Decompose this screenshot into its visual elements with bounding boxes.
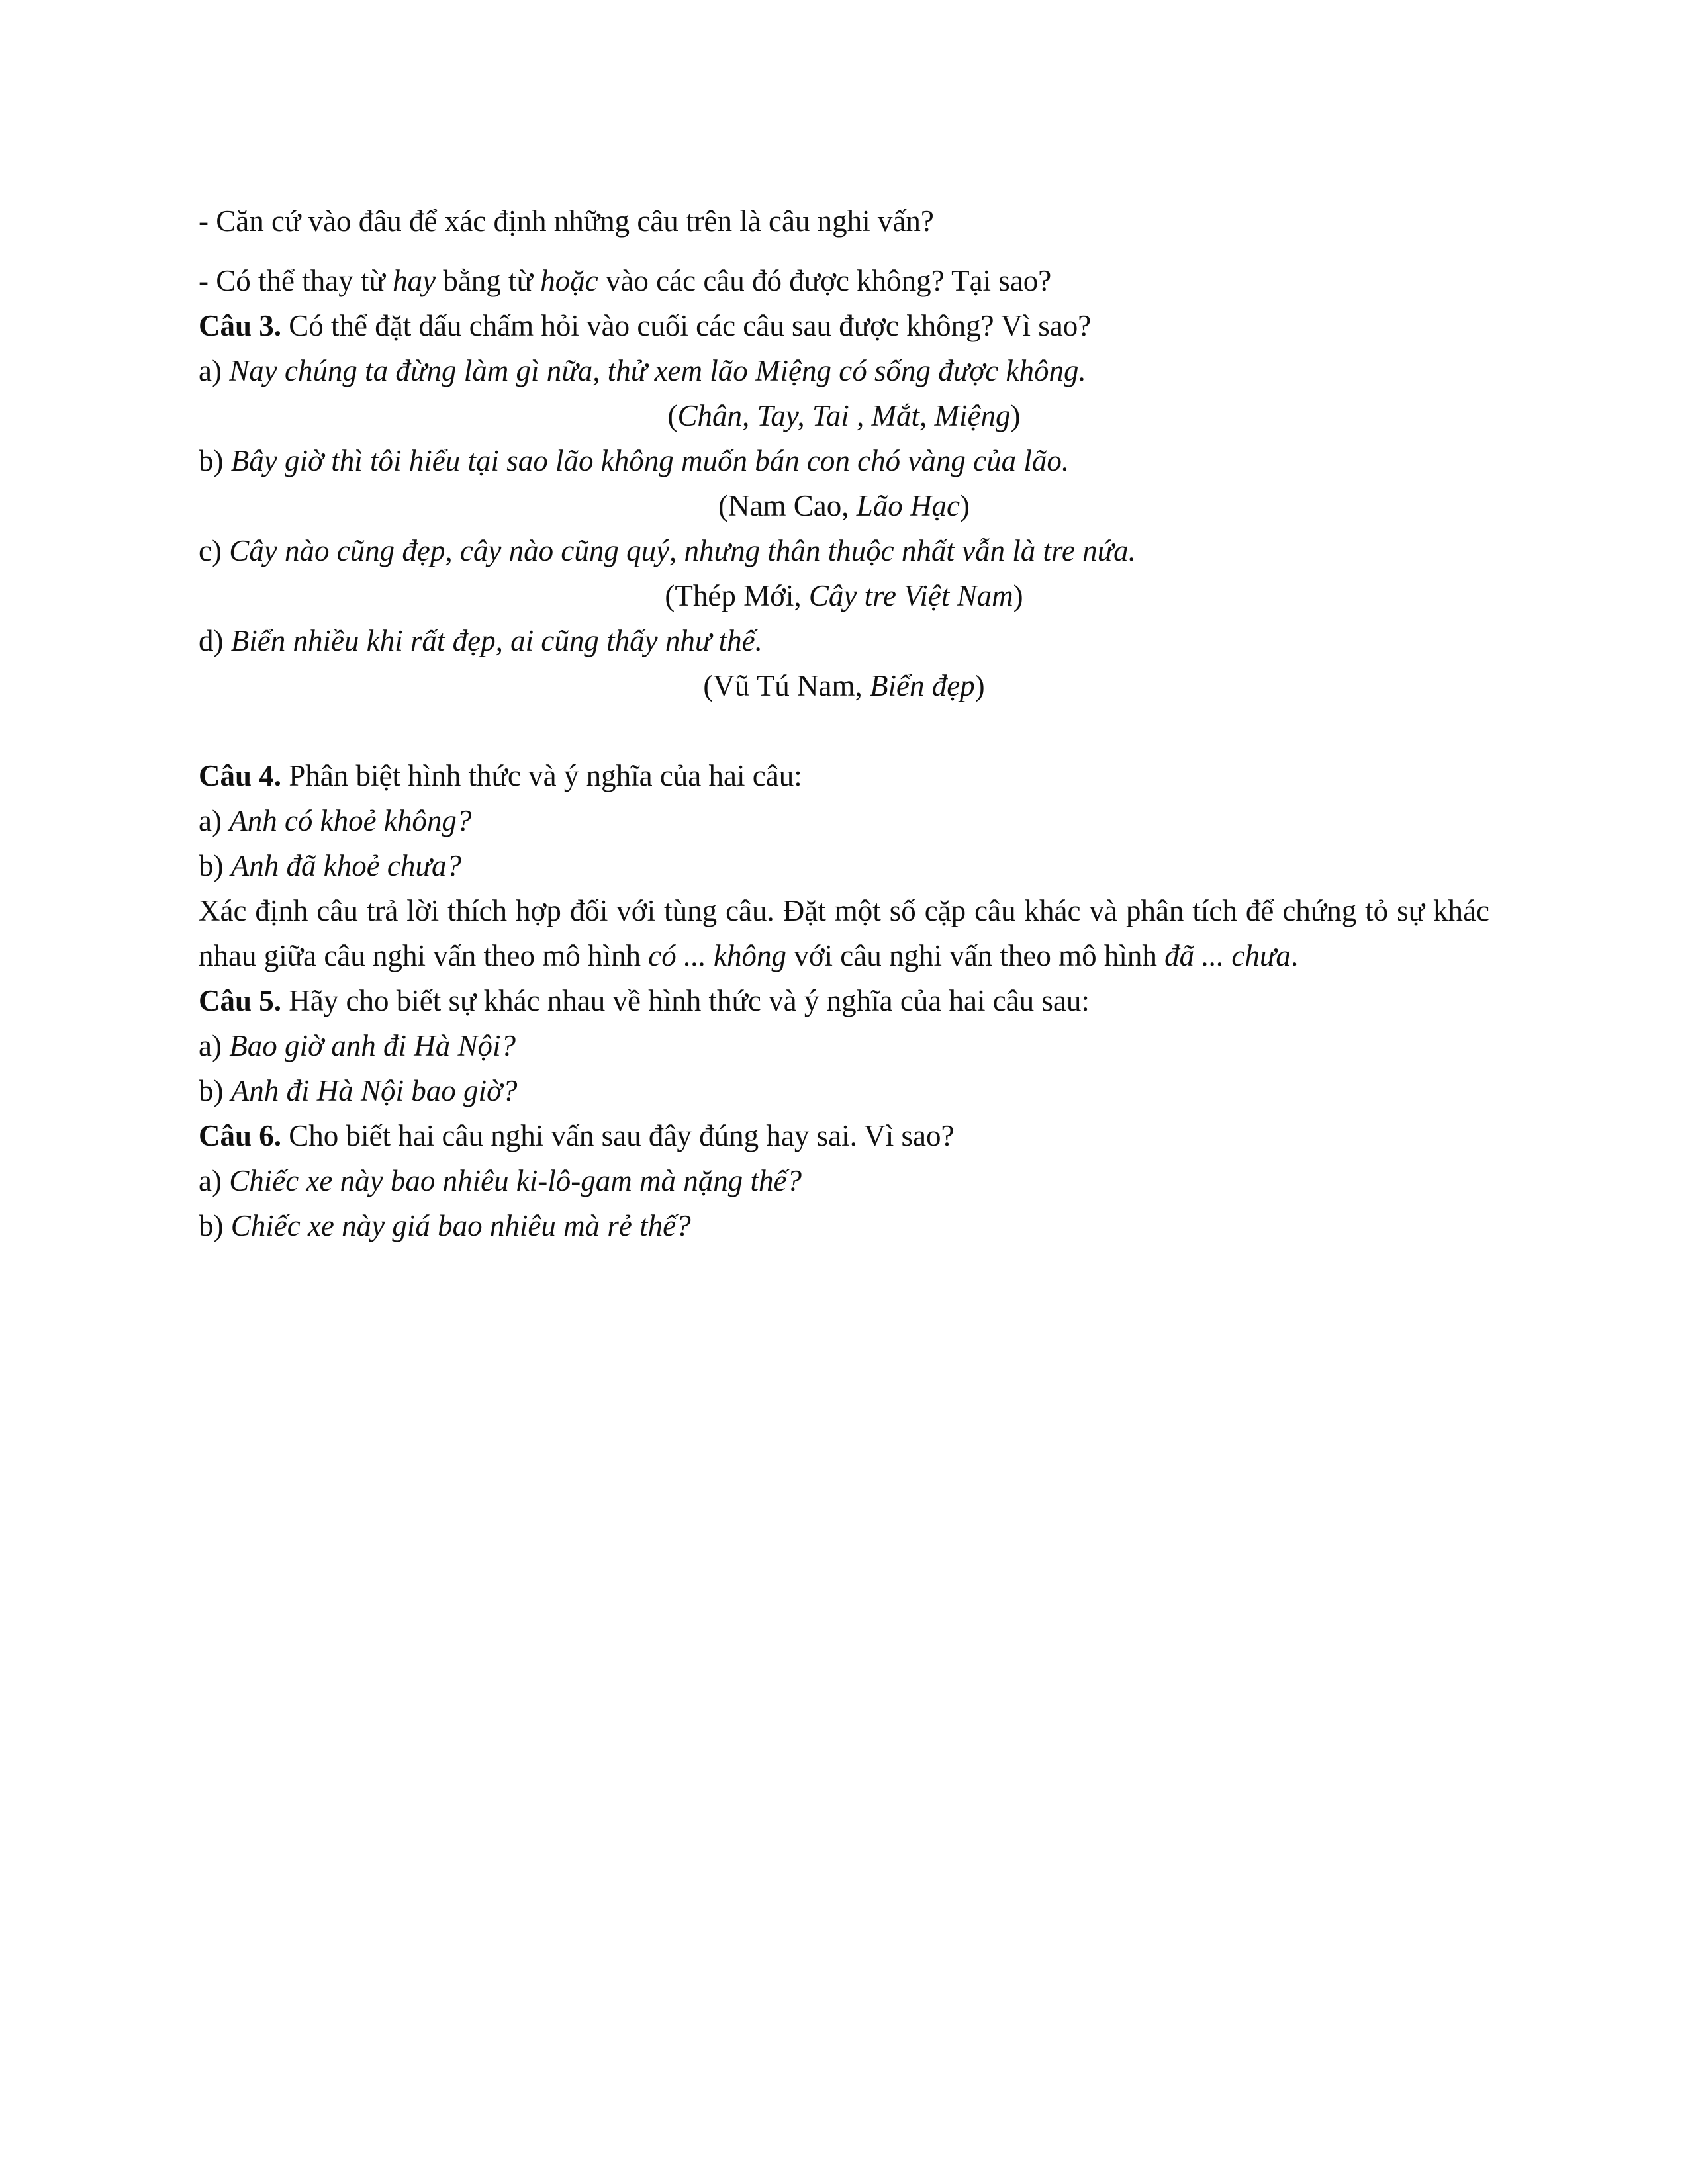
q3-item-c-source <box>199 573 1489 618</box>
q6-heading <box>199 1113 1489 1158</box>
q4-paragraph-pre: Xác định câu trả lời thích hợp đối với tùng câu. Đặt một số cặp câu khác và phân tích để chứng tỏ sự khác nhau giữa câu nghi vấn theo mô hình <box>199 894 1489 972</box>
q3-item-b-marker: b) <box>199 444 231 477</box>
q3-item-d-source-open: ( <box>703 669 714 702</box>
document-page <box>199 199 1489 1248</box>
q3-item-c-source-open: ( <box>665 579 675 612</box>
q6-item-a-text: Chiếc xe này bao nhiêu ki-lô-gam mà nặng thế? <box>229 1164 802 1197</box>
q3-prompt: Có thể đặt dấu chấm hỏi vào cuối các câu sau được không? Vì sao? <box>281 309 1092 342</box>
q4-paragraph-em-co-khong: có ... không <box>648 939 786 972</box>
q3-item-b-text: Bây giờ thì tôi hiểu tại sao lão không muốn bán con chó vàng của lão. <box>230 444 1070 477</box>
q5-label: Câu 5. <box>199 984 282 1017</box>
q5-item-b <box>199 1068 1489 1113</box>
q4-item-b-text: Anh đã khoẻ chưa? <box>230 849 461 882</box>
q6-label: Câu 6. <box>199 1119 282 1152</box>
intro-line-2-em-hay: hay <box>393 264 436 297</box>
q3-item-b-source-open: ( <box>718 489 729 522</box>
q3-item-d-source-close: ) <box>974 669 985 702</box>
q3-item-d-source <box>199 663 1489 708</box>
q3-item-a-source <box>199 393 1489 438</box>
intro-line-1 <box>199 199 1489 244</box>
q4-item-a <box>199 798 1489 843</box>
q3-item-d-source-author: Vũ Tú Nam, <box>713 669 870 702</box>
q4-heading <box>199 753 1489 798</box>
q5-item-a-marker: a) <box>199 1029 230 1062</box>
q3-item-b-source-author: Nam Cao, <box>728 489 857 522</box>
q4-paragraph-mid: với câu nghi vấn theo mô hình <box>786 939 1165 972</box>
q3-item-c-marker: c) <box>199 534 230 567</box>
q5-heading <box>199 978 1489 1023</box>
q4-item-a-marker: a) <box>199 804 230 837</box>
q4-paragraph-post: . <box>1290 939 1299 972</box>
q3-item-a-source-title: Chân, Tay, Tai , Mắt, Miệng <box>677 399 1011 432</box>
q3-item-c <box>199 528 1489 573</box>
q3-item-b-source-title: Lão Hạc <box>856 489 960 522</box>
intro-line-2 <box>199 258 1489 303</box>
q3-item-c-source-title: Cây tre Việt Nam <box>808 579 1013 612</box>
q3-item-a <box>199 348 1489 393</box>
intro-line-2-em-hoac: hoặc <box>540 264 598 297</box>
q6-item-b-marker: b) <box>199 1209 231 1242</box>
intro-line-2-mid: bằng từ <box>436 264 541 297</box>
q3-item-a-marker: a) <box>199 354 230 387</box>
q3-item-a-source-open: ( <box>667 399 678 432</box>
intro-line-1-text: - Căn cứ vào đâu để xác định những câu trên là câu nghi vấn? <box>199 205 934 238</box>
q3-item-c-source-close: ) <box>1013 579 1023 612</box>
q3-item-b-source <box>199 483 1489 528</box>
q5-item-b-marker: b) <box>199 1074 231 1107</box>
q4-paragraph <box>199 888 1489 978</box>
q3-item-d-text: Biển nhiều khi rất đẹp, ai cũng thấy như thế. <box>230 624 763 657</box>
q3-item-b-source-close: ) <box>959 489 970 522</box>
q3-label: Câu 3. <box>199 309 282 342</box>
q3-item-b <box>199 438 1489 483</box>
q4-prompt: Phân biệt hình thức và ý nghĩa của hai câu: <box>281 759 802 792</box>
q6-item-a <box>199 1158 1489 1203</box>
q3-item-d <box>199 618 1489 663</box>
q3-item-c-text: Cây nào cũng đẹp, cây nào cũng quý, nhưng thân thuộc nhất vẫn là tre nứa. <box>229 534 1136 567</box>
q6-item-a-marker: a) <box>199 1164 230 1197</box>
q3-item-c-source-author: Thép Mới, <box>675 579 809 612</box>
q4-paragraph-em-da-chua: đã ... chưa <box>1164 939 1291 972</box>
intro-line-2-post: vào các câu đó được không? Tại sao? <box>598 264 1052 297</box>
q5-item-b-text: Anh đi Hà Nội bao giờ? <box>230 1074 518 1107</box>
q4-item-b-marker: b) <box>199 849 231 882</box>
q4-item-a-text: Anh có khoẻ không? <box>229 804 472 837</box>
q5-item-a-text: Bao giờ anh đi Hà Nội? <box>229 1029 516 1062</box>
q5-prompt: Hãy cho biết sự khác nhau về hình thức và ý nghĩa của hai câu sau: <box>281 984 1090 1017</box>
q3-item-d-source-title: Biển đẹp <box>869 669 975 702</box>
q6-item-b <box>199 1203 1489 1248</box>
q4-item-b <box>199 843 1489 888</box>
intro-line-2-pre: - Có thể thay từ <box>199 264 393 297</box>
q3-item-d-marker: d) <box>199 624 231 657</box>
q6-prompt: Cho biết hai câu nghi vấn sau đây đúng hay sai. Vì sao? <box>281 1119 955 1152</box>
q3-item-a-text: Nay chúng ta đừng làm gì nữa, thử xem lão Miệng có sống được không. <box>229 354 1086 387</box>
q6-item-b-text: Chiếc xe này giá bao nhiêu mà rẻ thế? <box>230 1209 691 1242</box>
q4-label: Câu 4. <box>199 759 282 792</box>
q3-heading <box>199 303 1489 348</box>
q5-item-a <box>199 1023 1489 1068</box>
q3-item-a-source-close: ) <box>1010 399 1021 432</box>
